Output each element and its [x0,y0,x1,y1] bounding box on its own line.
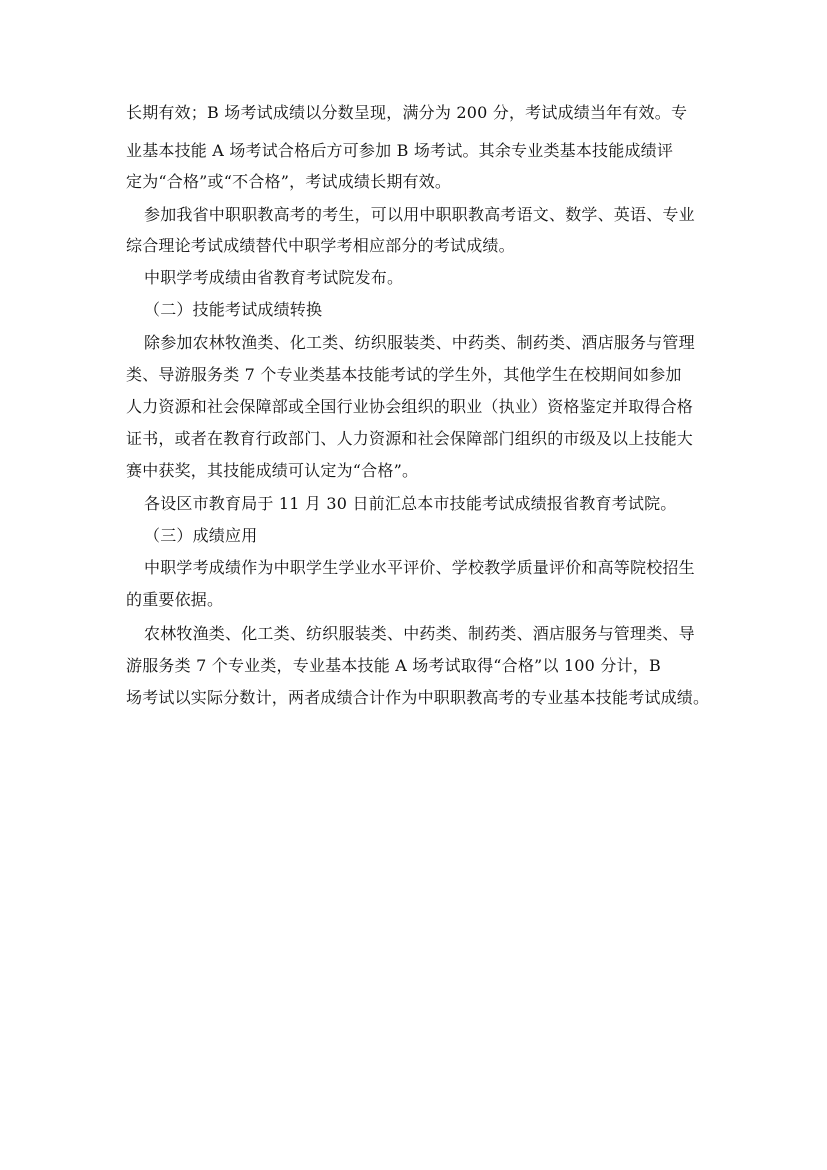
text-line: 的重要依据。 [126,590,224,609]
text-line: 人力资源和社会保障部或全国行业协会组织的职业（执业）资格鉴定并取得合格 [126,397,694,416]
section-heading: （三）成绩应用 [144,526,258,545]
paragraph-first-line: 除参加农林牧渔类、化工类、纺织服装类、中药类、制药类、酒店服务与管理 [144,333,695,352]
paragraph-first-line: 中职学考成绩由省教育考试院发布。 [144,268,404,287]
text-line: 定为“合格”或“不合格”，考试成绩长期有效。 [126,172,452,191]
paragraph-first-line: 参加我省中职职教高考的考生，可以用中职职教高考语文、数学、英语、专业 [144,205,695,224]
section-heading: （二）技能考试成绩转换 [144,300,323,319]
text-line: 场考试以实际分数计，两者成绩合计作为中职职教高考的专业基本技能考试成绩。 [126,688,710,707]
text-line: 类、导游服务类 7 个专业类基本技能考试的学生外，其他学生在校期间如参加 [126,365,682,384]
text-line: 赛中获奖，其技能成绩可认定为“合格”。 [126,461,419,480]
text-line: 业基本技能 A 场考试合格后方可参加 B 场考试。其余专业类基本技能成绩评 [126,141,674,160]
paragraph-first-line: 中职学考成绩作为中职学生学业水平评价、学校教学质量评价和高等院校招生 [144,558,695,577]
text-line: 长期有效；B 场考试成绩以分数呈现，满分为 200 分，考试成绩当年有效。专 [126,103,688,122]
text-line: 游服务类 7 个专业类，专业基本技能 A 场考试取得“合格”以 100 分计，B [126,656,661,675]
paragraph-first-line: 农林牧渔类、化工类、纺织服装类、中药类、制药类、酒店服务与管理类、导 [144,624,695,643]
paragraph-first-line: 各设区市教育局于 11 月 30 日前汇总本市技能考试成绩报省教育考试院。 [144,494,677,513]
text-line: 综合理论考试成绩替代中职学考相应部分的考试成绩。 [126,236,515,255]
text-line: 证书，或者在教育行政部门、人力资源和社会保障部门组织的市级及以上技能大 [126,429,694,448]
